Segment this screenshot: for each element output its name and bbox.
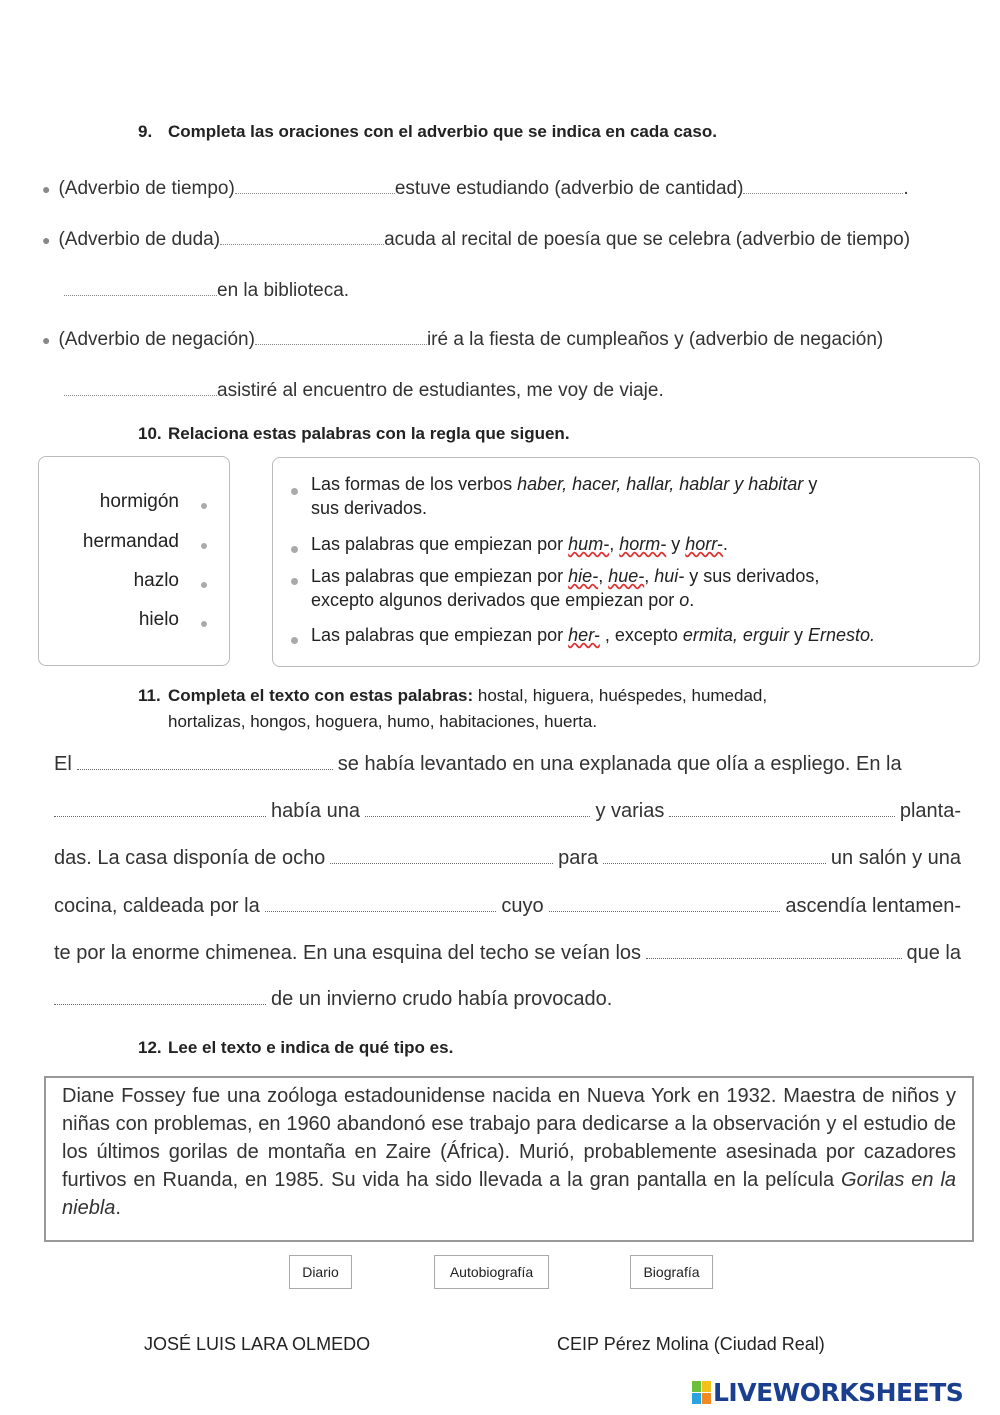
match-dot[interactable]	[201, 503, 207, 509]
q11-text: ascendía lentamen-	[785, 895, 961, 917]
rule-text: hie-	[568, 566, 599, 586]
rule-2: Las palabras que empiezan por hum-, horm- y horr-.	[311, 534, 728, 554]
q11-line-4	[54, 895, 961, 918]
q11-heading	[138, 683, 767, 735]
rule-text: haber, hacer, hallar, hablar y habitar	[517, 474, 804, 494]
option-autobiografia-button[interactable]: Autobiografía	[434, 1255, 549, 1289]
reading-text: Diane Fossey fue una zoóloga estadounidense nacida en Nueva York en 1932. Maestra de niños y niñas con problemas, en 1960 abandonó ese trabajo para dedicarse a la observación y el estudio de los últimos gorilas de montaña en Zaire (África). Murió, probablemente asesinada por cazadores furtivos en Ruanda, en 1985. Su vida ha sido llevada a la gran pantalla en la película	[62, 1085, 956, 1191]
reading-text: .	[115, 1197, 121, 1219]
answer-blank[interactable]	[265, 901, 497, 912]
match-dot[interactable]	[201, 543, 207, 549]
q9-line-1	[42, 178, 909, 200]
answer-blank[interactable]	[54, 994, 266, 1005]
answer-blank[interactable]	[77, 759, 333, 770]
rule-text: y	[788, 625, 808, 645]
reading-text-box	[44, 1076, 974, 1242]
answer-blank[interactable]	[549, 901, 781, 912]
rule-text: hue-	[608, 566, 645, 586]
q9-text: asistiré al encuentro de estudiantes, me voy de viaje.	[217, 380, 664, 401]
answer-blank[interactable]	[64, 381, 217, 396]
match-word: hormigón	[99, 491, 179, 512]
rule-1	[311, 472, 817, 520]
q10-heading	[138, 424, 570, 444]
q11-number: 11.	[138, 686, 161, 705]
school-name: CEIP Pérez Molina (Ciudad Real)	[557, 1334, 825, 1354]
match-dot[interactable]	[201, 621, 207, 627]
rule-text: hum-	[568, 534, 610, 554]
q11-line-6	[54, 988, 961, 1011]
bullet-icon: ●	[42, 181, 51, 197]
q11-text: había una	[271, 800, 360, 822]
q11-text: que la	[906, 942, 961, 964]
rule-text: hui-	[654, 566, 685, 586]
q9-line-2	[42, 229, 910, 251]
match-word: hazlo	[133, 570, 179, 591]
match-word: hielo	[138, 609, 179, 630]
rule-text: y sus derivados,	[684, 566, 820, 586]
rule-text: Ernesto.	[807, 625, 876, 645]
bullet-icon: ●	[42, 332, 51, 348]
answer-blank[interactable]	[330, 853, 553, 864]
q11-text: te por la enorme chimenea. En una esquina del techo se veían los	[54, 942, 642, 964]
q11-line-2	[54, 800, 961, 823]
q11-text: y varias	[595, 800, 665, 822]
q9-text: iré a la fiesta de cumpleaños y (adverbio de negación)	[426, 329, 884, 350]
q11-text: se había levantado en una explanada que olía a espliego. En la	[337, 753, 902, 775]
words-box	[38, 456, 230, 666]
answer-blank[interactable]	[220, 230, 384, 245]
q9-text: (Adverbio de duda)	[58, 229, 221, 250]
q10-number: 10.	[138, 424, 162, 443]
rule-text: , excepto	[599, 625, 683, 645]
match-dot[interactable]	[291, 578, 298, 585]
rule-4	[311, 623, 875, 647]
q9-line-5	[64, 380, 664, 402]
rules-box	[272, 457, 980, 667]
rule-text: Las palabras que empiezan por	[311, 625, 569, 645]
author-name: JOSÉ LUIS LARA OLMEDO	[144, 1334, 371, 1354]
q11-word-list: hortalizas, hongos, hoguera, humo, habitaciones, huerta.	[168, 712, 598, 731]
rule-text: o	[679, 590, 690, 610]
film-title: Gorilas en la niebla	[62, 1169, 957, 1219]
q9-text: (Adverbio de negación)	[58, 329, 255, 350]
liveworksheets-logo	[692, 1378, 963, 1407]
q11-text: cuyo	[501, 895, 544, 917]
q11-line-1	[54, 753, 961, 776]
answer-blank[interactable]	[54, 806, 266, 817]
match-dot[interactable]	[291, 488, 298, 495]
answer-blank[interactable]	[235, 179, 395, 194]
q12-number: 12.	[138, 1038, 162, 1057]
rule-3: Las palabras que empiezan por hie-, hue-, hui- y sus derivados, excepto algunos derivados que empiezan por o.	[311, 566, 820, 610]
option-biografia-button[interactable]: Biografía	[630, 1255, 713, 1289]
rule-text: Las formas de los verbos	[311, 474, 518, 494]
q9-line-4	[42, 329, 883, 351]
q11-text: para	[558, 847, 599, 869]
rule-text: y	[666, 534, 686, 554]
q9-text: estuve estudiando (adverbio de cantidad)	[394, 178, 744, 199]
answer-blank[interactable]	[64, 281, 217, 296]
answer-blank[interactable]	[646, 948, 901, 959]
q9-text: .	[903, 178, 909, 199]
q9-text: en la biblioteca.	[217, 280, 350, 301]
rule-text: y	[803, 474, 818, 494]
q9-number: 9.	[138, 122, 153, 141]
match-word: hermandad	[82, 531, 179, 552]
q11-title: Completa el texto con estas palabras:	[168, 686, 474, 705]
answer-blank[interactable]	[669, 806, 894, 817]
q12-title: Lee el texto e indica de qué tipo es.	[168, 1038, 454, 1057]
rule-text: sus derivados.	[311, 498, 428, 518]
q11-line-5	[54, 942, 961, 965]
rule-text: ermita, erguir	[682, 625, 789, 645]
rule-text: horm-	[619, 534, 667, 554]
bullet-icon: ●	[42, 232, 51, 248]
rule-text: horr-	[685, 534, 723, 554]
q9-title: Completa las oraciones con el adverbio que se indica en cada caso.	[168, 122, 717, 141]
q11-text: un salón y una	[830, 847, 962, 869]
q12-heading	[138, 1038, 453, 1058]
logo-icon	[692, 1381, 711, 1404]
answer-blank[interactable]	[365, 806, 590, 817]
q11-text: cocina, caldeada por la	[54, 895, 260, 917]
rule-text: Las palabras que empiezan por	[311, 566, 569, 586]
match-dot[interactable]	[291, 546, 298, 553]
q9-heading	[138, 122, 717, 142]
rule-text: her-	[568, 625, 600, 645]
answer-blank[interactable]	[603, 853, 826, 864]
option-diario-button[interactable]: Diario	[289, 1255, 352, 1289]
q11-word-list: hostal, higuera, huéspedes, humedad,	[477, 686, 768, 705]
q9-line-3	[64, 280, 349, 302]
answer-blank[interactable]	[255, 330, 427, 345]
match-dot[interactable]	[291, 637, 298, 644]
rule-text: excepto algunos derivados que empiezan por	[311, 590, 680, 610]
rule-text: .	[722, 534, 728, 554]
logo-text: LIVEWORKSHEETS	[713, 1378, 964, 1407]
q11-text: das. La casa disponía de ocho	[54, 847, 326, 869]
q11-text: El	[54, 753, 72, 775]
q9-text: (Adverbio de tiempo)	[58, 178, 235, 199]
q9-text: acuda al recital de poesía que se celebra (adverbio de tiempo)	[384, 229, 911, 250]
q10-title: Relaciona estas palabras con la regla que siguen.	[168, 424, 570, 443]
rule-text: Las palabras que empiezan por	[311, 534, 569, 554]
q11-line-3	[54, 847, 961, 870]
q11-text: de un invierno crudo había provocado.	[271, 988, 613, 1010]
q11-text: planta-	[899, 800, 962, 822]
match-dot[interactable]	[201, 582, 207, 588]
answer-blank[interactable]	[743, 179, 903, 194]
